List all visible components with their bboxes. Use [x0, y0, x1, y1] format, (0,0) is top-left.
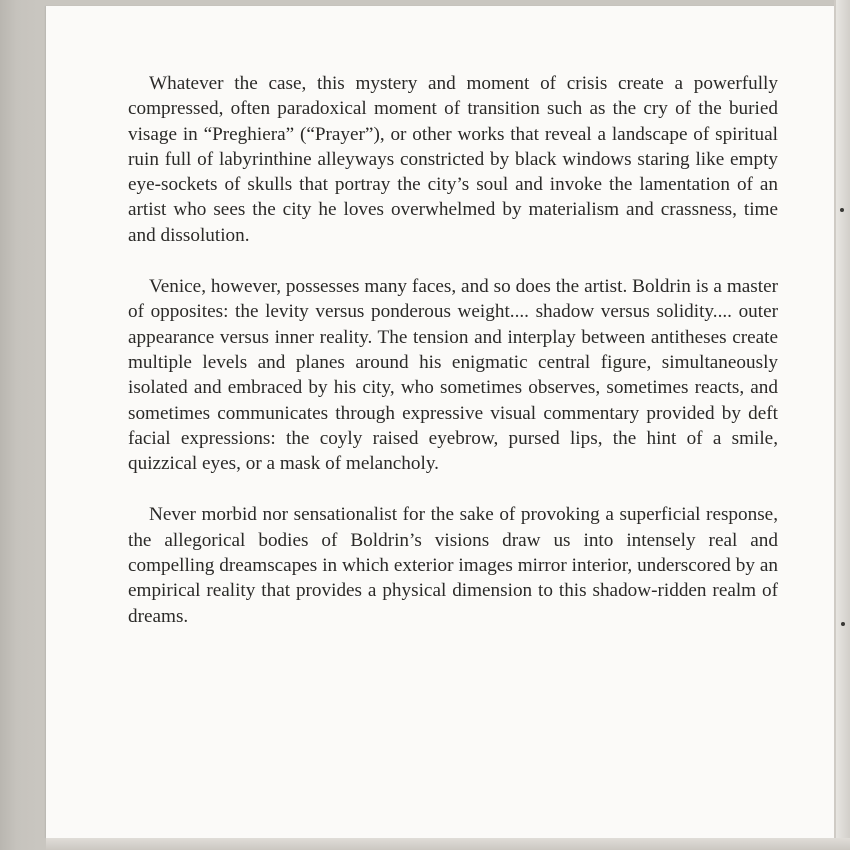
scan-speck [841, 622, 845, 626]
page-bottom-edge [46, 838, 850, 850]
body-text [128, 71, 778, 655]
adjacent-page-edge [836, 0, 850, 850]
scan-speck [840, 208, 844, 212]
paragraph-2: Venice, however, possesses many faces, and so does the artist. Boldrin is a master of opposites: the levity versus ponderous weight.... shadow versus solidity.... outer appearance versus inner reality. The tension and interplay between antitheses create multiple levels and planes around his enigmatic central figure, simultaneously isolated and embraced by his city, who sometimes observes, sometimes reacts, and sometimes communicates through expressive visual commentary provided by deft facial expressions: the coyly raised eyebrow, pursed lips, the hint of a smile, quizzical eyes, or a mask of melancholy. [128, 276, 778, 475]
paragraph-3: Never morbid nor sensationalist for the sake of provoking a superficial response, the allegorical bodies of Boldrin’s visions draw us into intensely real and compelling dreamscapes in which exterior images mirror interior, underscored by an empirical reality that provides a physical dimension to this shadow-ridden realm of dreams. [128, 504, 778, 627]
paragraph-1: Whatever the case, this mystery and moment of crisis create a powerfully compressed, often paradoxical moment of transition such as the cry of the buried visage in “Preghiera” (“Prayer”), or other works that reveal a landscape of spiritual ruin full of labyrinthine alleyways constricted by black windows staring like empty eye-sockets of skulls that portray the city’s soul and invoke the lamentation of an artist who sees the city he loves overwhelmed by materialism and crassness, time and dissolution. [128, 73, 778, 246]
